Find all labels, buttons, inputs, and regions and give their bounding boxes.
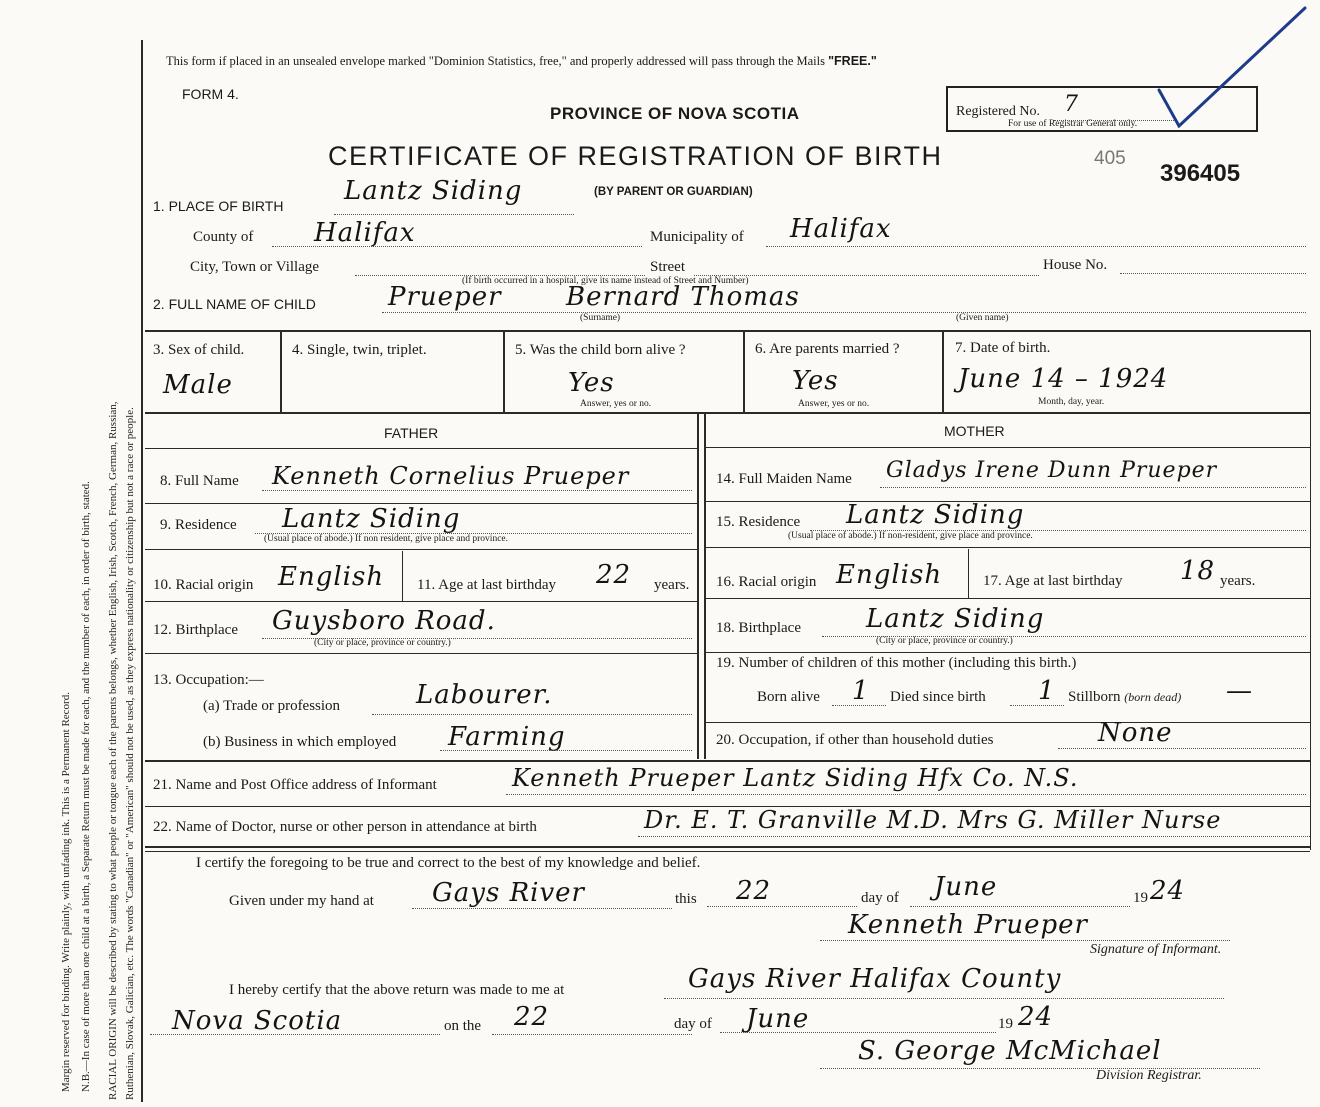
registrar-on-the-label: on the bbox=[444, 1018, 482, 1034]
registrar-note: For use of Registrar General only. bbox=[1008, 119, 1138, 129]
father-trade-label: (a) Trade or profession bbox=[203, 698, 341, 714]
mother-age-label: 17. Age at last birthday bbox=[983, 573, 1123, 589]
born-alive-label: 5. Was the child born alive ? bbox=[515, 342, 686, 358]
check-mark-icon bbox=[1155, 4, 1315, 134]
parents-divider bbox=[697, 414, 699, 759]
father-race-label: 10. Racial origin bbox=[153, 577, 254, 593]
child-surname: Prueper bbox=[388, 282, 502, 312]
born-alive-count-label: Born alive bbox=[757, 689, 820, 705]
municipality-label: Municipality of bbox=[650, 229, 744, 245]
form-number: FORM 4. bbox=[182, 86, 239, 102]
municipality-value: Halifax bbox=[790, 214, 892, 244]
sex-value: Male bbox=[163, 370, 233, 400]
father-birthplace-label: 12. Birthplace bbox=[153, 622, 238, 638]
certification-place: Gays River bbox=[432, 878, 585, 908]
certification-month: June bbox=[934, 872, 998, 902]
father-business-label: (b) Business in which employed bbox=[203, 734, 397, 750]
registrar-year: 24 bbox=[1018, 1002, 1054, 1032]
stillborn-note: (born dead) bbox=[1124, 690, 1182, 704]
mother-name-value: Gladys Irene Dunn Prueper bbox=[886, 458, 1218, 483]
sex-label: 3. Sex of child. bbox=[153, 342, 245, 358]
born-alive-count-value: 1 bbox=[852, 676, 870, 706]
certification-day: 22 bbox=[736, 876, 772, 906]
mother-age-value: 18 bbox=[1180, 556, 1216, 586]
given-under-hand-label: Given under my hand at bbox=[229, 893, 374, 909]
father-age-value: 22 bbox=[596, 560, 632, 590]
stillborn-value: — bbox=[1226, 676, 1253, 706]
mail-notice: This form if placed in an unsealed envelope marked "Dominion Statistics, free," and properly addressed will pass through the Mails "FREE." bbox=[166, 54, 877, 68]
mother-residence-note: (Usual place of abode.) If non-resident, give place and province. bbox=[788, 531, 1033, 541]
city-town-village-label: City, Town or Village bbox=[190, 259, 320, 275]
died-since-birth-value: 1 bbox=[1038, 676, 1056, 706]
form-right-border bbox=[1310, 330, 1311, 850]
place-of-birth-label: 1. PLACE OF BIRTH bbox=[153, 198, 284, 214]
father-occupation-label: 13. Occupation:— bbox=[153, 672, 264, 688]
certification-year: 24 bbox=[1150, 876, 1186, 906]
place-of-birth-value: Lantz Siding bbox=[344, 176, 523, 206]
registered-label: Registered No. bbox=[956, 104, 1040, 119]
mother-birthplace-label: 18. Birthplace bbox=[716, 620, 801, 636]
father-residence-value: Lantz Siding bbox=[282, 504, 461, 534]
registrar-signature: S. George McMichael bbox=[858, 1036, 1162, 1066]
row-divider-top bbox=[145, 330, 1310, 332]
doctor-value: Dr. E. T. Granville M.D. Mrs G. Miller Nurse bbox=[644, 806, 1222, 834]
registered-value: 7 bbox=[1064, 92, 1079, 117]
mother-age-years: years. bbox=[1220, 573, 1256, 589]
registrar-day-of-label: day of bbox=[674, 1016, 712, 1032]
father-residence-label: 9. Residence bbox=[160, 517, 237, 533]
date-of-birth-value: June 14 – 1924 bbox=[958, 364, 1169, 394]
date-of-birth-note: Month, day, year. bbox=[1038, 397, 1105, 407]
informant-signature: Kenneth Prueper bbox=[848, 910, 1088, 940]
child-name-label: 2. FULL NAME OF CHILD bbox=[153, 296, 316, 312]
margin-note-multiple-births: N.B.—In case of more than one child at a birth, a Separate Return must be made for each, and the number of each, in order of birth, stated. bbox=[80, 481, 92, 1092]
died-since-birth-label: Died since birth bbox=[890, 689, 986, 705]
father-age-years: years. bbox=[654, 577, 690, 593]
registrar-day: 22 bbox=[514, 1002, 550, 1032]
informant-value: Kenneth Prueper Lantz Siding Hfx Co. N.S. bbox=[512, 764, 1079, 792]
certificate-subtitle: (BY PARENT OR GUARDIAN) bbox=[594, 186, 753, 198]
registrar-statement: I hereby certify that the above return was made to me at bbox=[229, 982, 565, 998]
certification-this-label: this bbox=[675, 891, 697, 907]
registrar-year-prefix: 19 bbox=[998, 1016, 1013, 1032]
county-label: County of bbox=[193, 229, 254, 245]
county-value: Halifax bbox=[314, 218, 416, 248]
margin-note-racial-origin-cont: Ruthenian, Slovak, Galician, etc. The words "Canadian" or "American" should not be used, as they express nationality or citizenship but not a race or people. bbox=[124, 407, 136, 1100]
father-birthplace-value: Guysboro Road. bbox=[272, 606, 496, 636]
father-heading: FATHER bbox=[384, 425, 439, 441]
mother-race-label: 16. Racial origin bbox=[716, 574, 817, 590]
province-heading: PROVINCE OF NOVA SCOTIA bbox=[550, 104, 800, 123]
street-label: Street bbox=[650, 259, 685, 275]
father-name-label: 8. Full Name bbox=[160, 473, 239, 489]
given-name-note: (Given name) bbox=[956, 313, 1009, 323]
stillborn-label: Stillborn (born dead) bbox=[1068, 689, 1182, 705]
house-number-label: House No. bbox=[1043, 257, 1108, 273]
mother-occupation-value: None bbox=[1098, 718, 1173, 748]
father-race-value: English bbox=[278, 562, 385, 592]
registrar-place-province: Nova Scotia bbox=[172, 1006, 343, 1036]
father-name-value: Kenneth Cornelius Prueper bbox=[272, 462, 630, 490]
mother-children-label: 19. Number of children of this mother (including this birth.) bbox=[716, 655, 1077, 671]
stamp-partial: 405 bbox=[1094, 148, 1126, 169]
mother-name-label: 14. Full Maiden Name bbox=[716, 471, 852, 487]
informant-label: 21. Name and Post Office address of Informant bbox=[153, 777, 437, 793]
certificate-title: CERTIFICATE OF REGISTRATION OF BIRTH bbox=[328, 141, 943, 171]
registrar-signature-label: Division Registrar. bbox=[1096, 1068, 1202, 1083]
margin-note-racial-origin: RACIAL ORIGIN will be described by stating to what people or tongue each of the parents belongs, whether English, Irish, Scotch, French, German, Russian, bbox=[107, 401, 119, 1100]
mother-residence-value: Lantz Siding bbox=[846, 500, 1025, 530]
born-alive-note: Answer, yes or no. bbox=[580, 399, 652, 409]
margin-note-binding: Margin reserved for binding. Write plainly, with unfading ink. This is a Permanent Record. bbox=[60, 692, 72, 1092]
father-business-value: Farming bbox=[448, 722, 566, 752]
serial-number: 396405 bbox=[1160, 160, 1241, 187]
mother-birthplace-note: (City or place, province or country.) bbox=[876, 636, 1013, 646]
registrar-place: Gays River Halifax County bbox=[688, 964, 1062, 994]
mail-free: "FREE." bbox=[828, 54, 877, 68]
mother-residence-label: 15. Residence bbox=[716, 514, 801, 530]
binding-margin-line bbox=[141, 40, 143, 1102]
born-alive-value: Yes bbox=[568, 368, 615, 398]
plurality-label: 4. Single, twin, triplet. bbox=[292, 342, 427, 358]
certification-day-of-label: day of bbox=[861, 890, 899, 906]
registrar-month: June bbox=[746, 1004, 810, 1034]
informant-signature-label: Signature of Informant. bbox=[1090, 942, 1222, 957]
certification-year-prefix: 19 bbox=[1133, 890, 1148, 906]
mother-birthplace-value: Lantz Siding bbox=[866, 604, 1045, 634]
father-trade-value: Labourer. bbox=[416, 680, 553, 710]
child-given-name: Bernard Thomas bbox=[566, 282, 800, 312]
mother-occupation-label: 20. Occupation, if other than household duties bbox=[716, 732, 994, 748]
parents-married-value: Yes bbox=[792, 366, 839, 396]
father-residence-note: (Usual place of abode.) If non resident, give place and province. bbox=[264, 534, 508, 544]
date-of-birth-label: 7. Date of birth. bbox=[955, 340, 1051, 356]
mother-race-value: English bbox=[836, 560, 943, 590]
surname-note: (Surname) bbox=[580, 313, 621, 323]
hospital-note: (If birth occurred in a hospital, give its name instead of Street and Number) bbox=[462, 276, 749, 286]
mother-heading: MOTHER bbox=[944, 423, 1005, 439]
parents-married-note: Answer, yes or no. bbox=[798, 399, 870, 409]
parents-married-label: 6. Are parents married ? bbox=[755, 341, 900, 357]
doctor-label: 22. Name of Doctor, nurse or other person in attendance at birth bbox=[153, 819, 537, 835]
certification-statement: I certify the foregoing to be true and correct to the best of my knowledge and belief. bbox=[196, 855, 701, 871]
father-birthplace-note: (City or place, province or country.) bbox=[314, 638, 451, 648]
father-age-label: 11. Age at last birthday bbox=[417, 577, 556, 593]
